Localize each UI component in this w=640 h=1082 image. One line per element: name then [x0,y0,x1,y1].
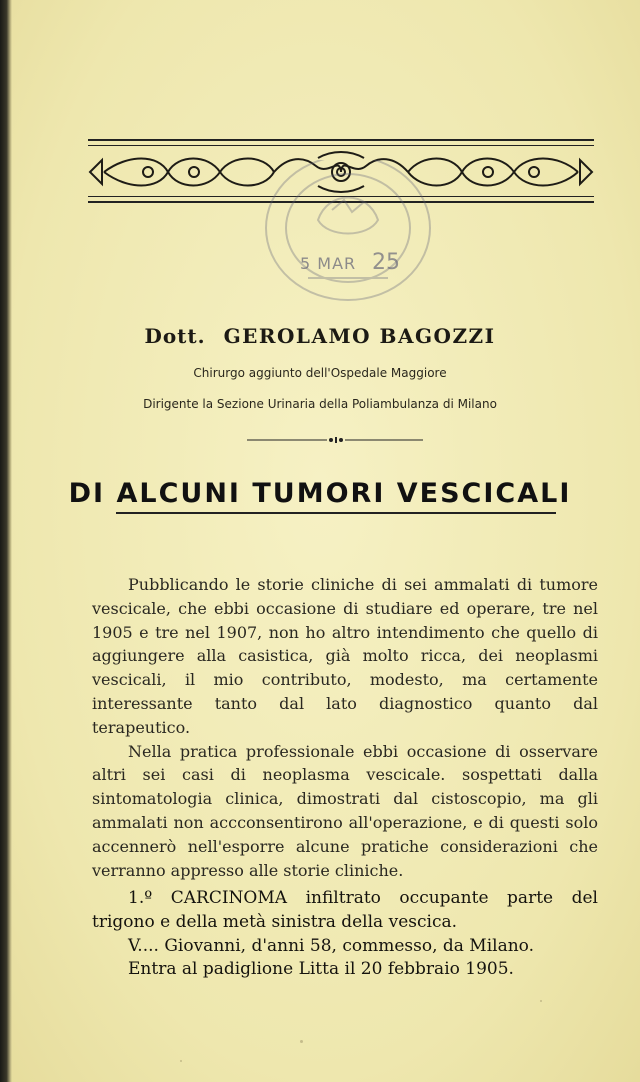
author-prefix: Dott. [144,324,206,348]
library-stamp-icon [248,160,448,310]
stamp-number: 25 [372,250,400,275]
case-admission: Entra al padiglione Litta il 20 febbraio 1905. [128,959,514,980]
case-patient: V.... Giovanni, d'anni 58, commesso, da Milano. [128,935,534,956]
title-underline [116,512,556,514]
case-heading: 1.º CARCINOMA infiltrato occupante parte del trigono e della metà sinistra della vescica. [92,888,598,932]
paper-speck [540,1000,542,1002]
author-line [0,324,640,348]
paragraph-2: Nella pratica professionale ebbi occasione di osservare altri sei casi di neoplasma vescicale. sospettati dalla sintomatologia clinica, dimostrati dal cistoscopio, ma gli ammalati non accconsentirono all'operazione, e di questi solo accennerò nell'esporre alcune pratiche considerazioni che verranno appresso alle storie cliniche. [92,741,598,880]
top-rule-thin [88,145,594,146]
affiliation-line-2: Dirigente la Sezione Urinaria della Poliambulanza di Milano [143,397,497,411]
case-section [92,887,598,982]
body-text [92,573,598,882]
author-name: GEROLAMO BAGOZZI [223,324,496,348]
page-title: DI ALCUNI TUMORI VESCICALI [68,478,572,509]
top-rule [88,139,594,141]
paper-speck [180,1060,182,1062]
paragraph-1: Pubblicando le storie cliniche di sei ammalati di tumore vescicale, che ebbi occasione di studiare ed operare, tre nel 1905 e tre nel 1907, non ho altro intendimento che quello di aggiungere alla casistica, già molto ricca, dei neoplasmi vescicali, il mio contributo, modesto, ma certamente interessante tanto dal lato diagnostico quanto dal terapeutico. [92,575,598,737]
stamp-date: 5 MAR [300,254,357,273]
book-spine-edge [0,0,12,1082]
paper-speck [300,1040,303,1043]
separator-ornament-icon [247,436,423,444]
affiliation-line-1: Chirurgo aggiunto dell'Ospedale Maggiore [193,366,447,380]
